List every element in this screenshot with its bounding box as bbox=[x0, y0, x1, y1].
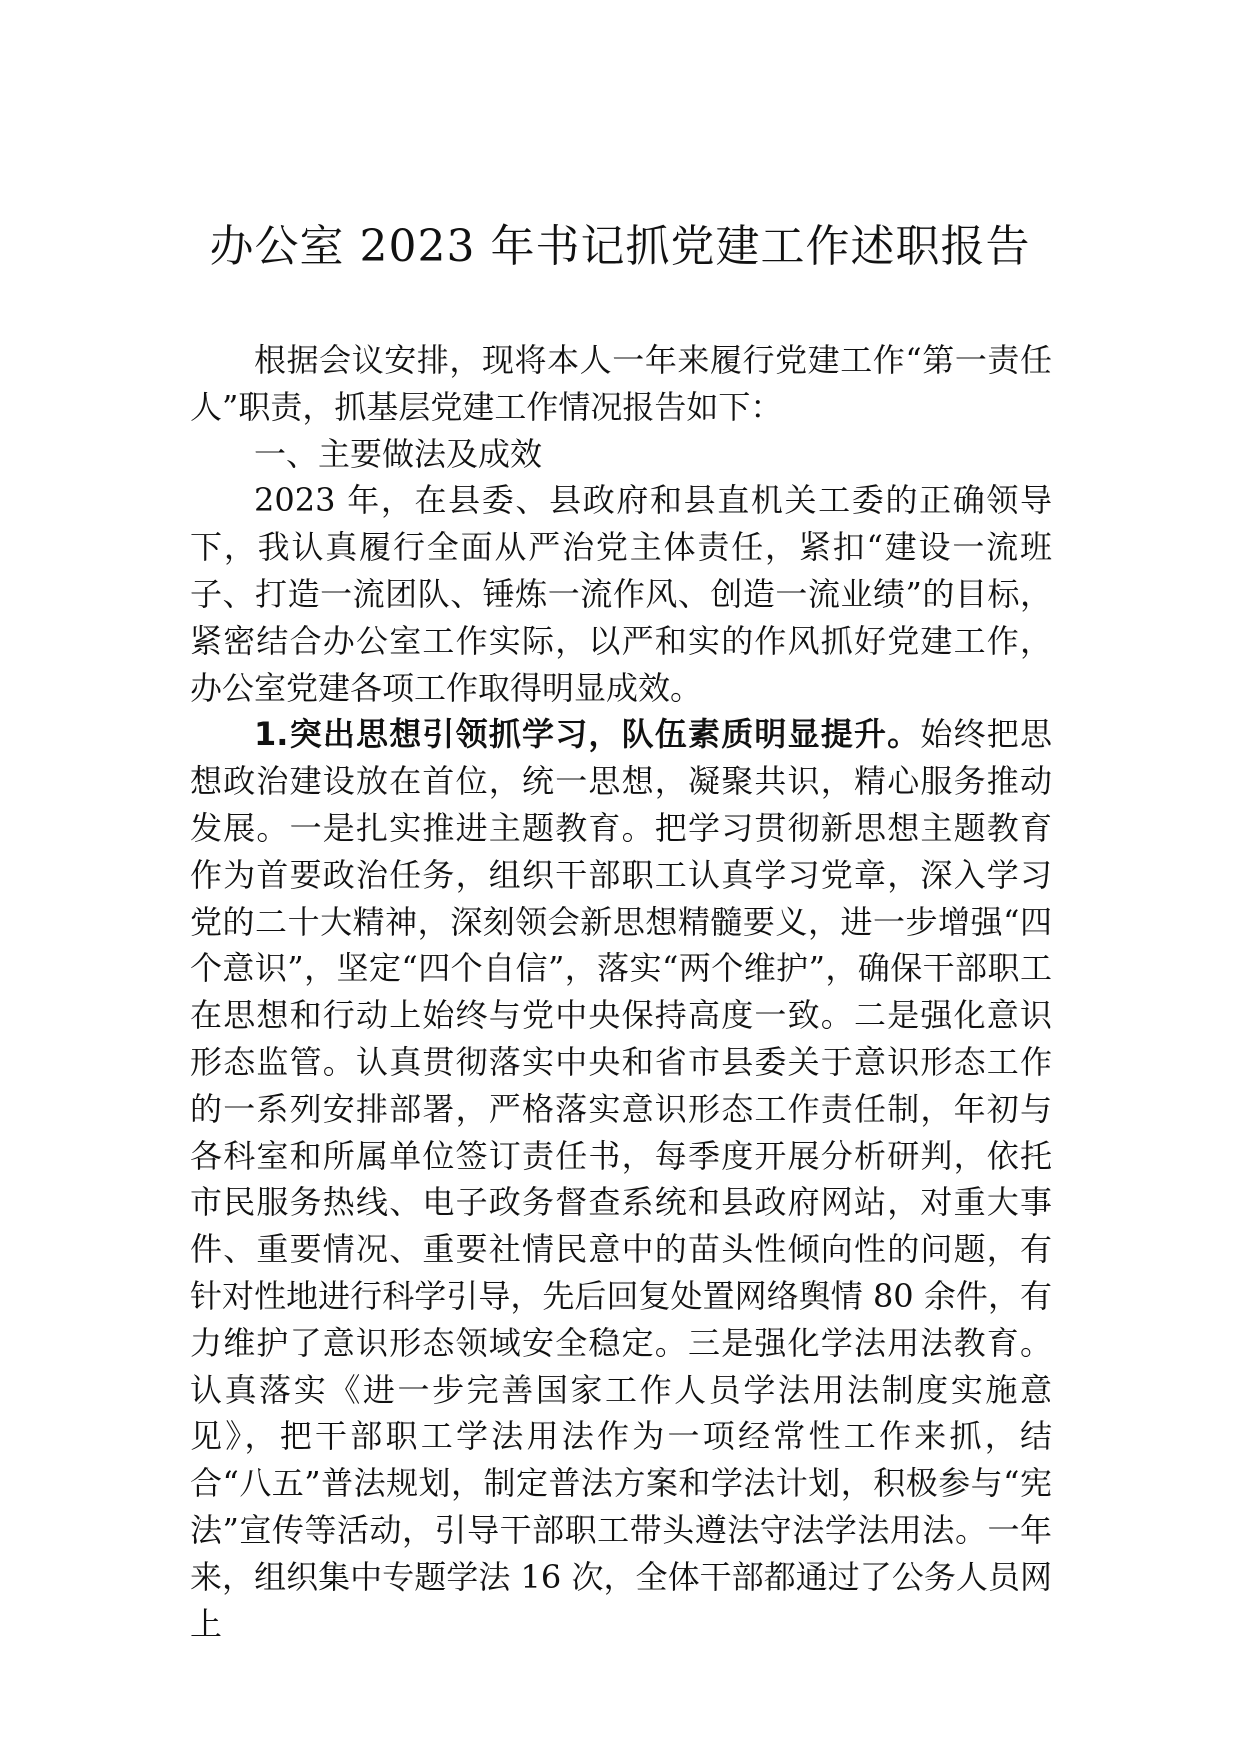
paragraph-summary: 2023 年，在县委、县政府和县直机关工委的正确领导下，我认真履行全面从严治党主体责任，紧扣“建设一流班子、打造一流团队、锤炼一流作风、创造一流业绩”的目标，紧密结合办公室工作实际，以严和实的作风抓好党建工作，办公室党建各项工作取得明显成效。 bbox=[190, 481, 1052, 707]
paragraph-item-1 bbox=[190, 711, 1052, 1647]
section-heading: 一、主要做法及成效 bbox=[254, 434, 543, 473]
document-body bbox=[190, 337, 1052, 1647]
item-1-text: 始终把思想政治建设放在首位，统一思想，凝聚共识，精心服务推动发展。一是扎实推进主题教育。把学习贯彻新思想主题教育作为首要政治任务，组织干部职工认真学习党章，深入学习党的二十大精神，深刻领会新思想精髓要义，进一步增强“四个意识”，坚定“四个自信”，落实“两个维护”，确保干部职工在思想和行动上始终与党中央保持高度一致。二是强化意识形态监管。认真贯彻落实中央和省市县委关于意识形态工作的一系列安排部署，严格落实意识形态工作责任制，年初与各科室和所属单位签订责任书，每季度开展分析研判，依托市民服务热线、电子政务督查系统和县政府网站，对重大事件、重要情况、重要社情民意中的苗头性倾向性的问题，有针对性地进行科学引导，先后回复处置网络舆情 80 余件，有力维护了意识形态领域安全稳定。三是强化学法用法教育。认真落实《进一步完善国家工作人员学法用法制度实施意见》，把干部职工学法用法作为一项经常性工作来抓，结合“八五”普法规划，制定普法方案和学法计划，积极参与“宪法”宣传等活动，引导干部职工带头遵法守法学法用法。一年来，组织集中专题学法 16 次，全体干部都通过了公务人员网上 bbox=[190, 715, 1052, 1643]
document-title: 办公室 2023 年书记抓党建工作述职报告 bbox=[209, 221, 1031, 272]
paragraph-intro: 根据会议安排，现将本人一年来履行党建工作“第一责任人”职责，抓基层党建工作情况报告如下： bbox=[190, 341, 1052, 426]
item-1-lead: 1.突出思想引领抓学习，队伍素质明显提升。 bbox=[254, 715, 921, 754]
